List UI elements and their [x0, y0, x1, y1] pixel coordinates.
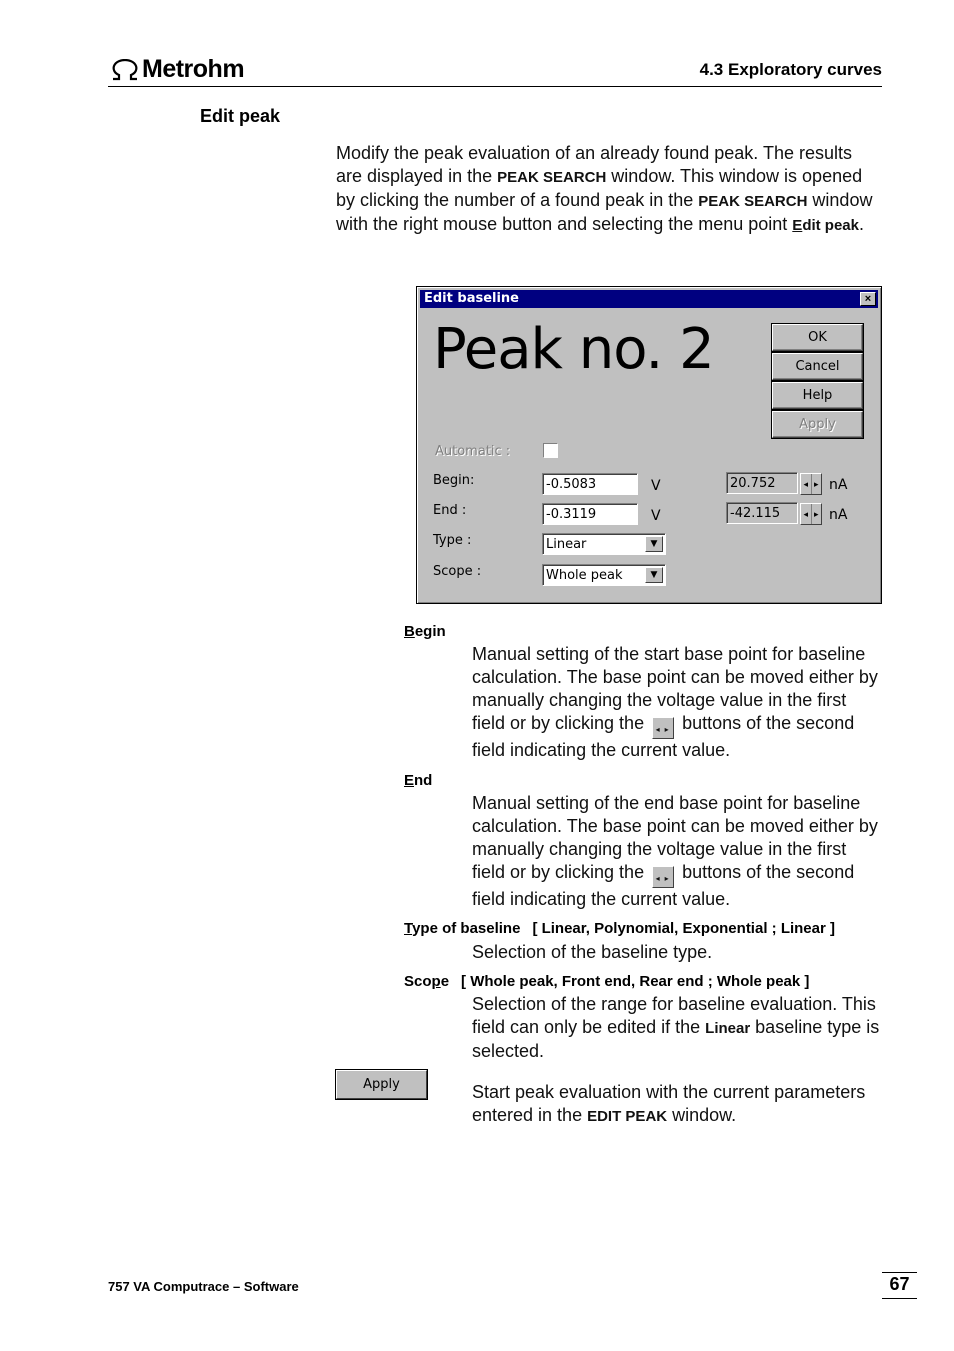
param-end-description: Manual setting of the end base point for baseline calculation. The base point can be moved either by manually changing the voltage value in the first field or by clicking the ◂ ▸ buttons of the second field indicating the current value.: [472, 793, 878, 909]
spin-buttons-icon: ◂ ▸: [652, 866, 674, 888]
scope-select[interactable]: [542, 564, 666, 586]
dialog-titlebar: [420, 290, 878, 308]
spin-left-icon[interactable]: ◂: [801, 504, 812, 524]
end-current-field: -42.115: [726, 502, 798, 524]
spin-right-icon[interactable]: ▸: [813, 509, 819, 519]
end-current-spinner[interactable]: [800, 503, 822, 525]
edit-baseline-dialog: [416, 286, 882, 604]
begin-current-spinner[interactable]: [800, 473, 822, 495]
begin-voltage-unit: V: [651, 478, 661, 494]
chevron-down-icon[interactable]: ▼: [645, 536, 663, 552]
scope-label: Scope :: [433, 564, 482, 579]
param-begin-title: Begin: [404, 623, 446, 640]
begin-current-unit: nA: [829, 477, 848, 493]
help-button[interactable]: Help: [772, 382, 863, 409]
omega-icon: [110, 59, 140, 81]
param-end-title: End: [404, 772, 433, 789]
param-type-description: Selection of the baseline type.: [472, 942, 713, 962]
header-divider: [108, 86, 882, 87]
footer-product: 757 VA Computrace – Software: [108, 1279, 299, 1294]
end-label: End :: [433, 503, 467, 518]
begin-label: Begin:: [433, 473, 475, 488]
ok-button[interactable]: OK: [772, 324, 863, 351]
apply-button-illustration: Apply: [336, 1070, 427, 1099]
page-number: 67: [882, 1272, 917, 1299]
section-heading: Edit peak: [200, 106, 281, 126]
type-select-value: Linear: [546, 537, 587, 552]
apply-button[interactable]: Apply: [772, 411, 863, 438]
dialog-title: Edit baseline: [424, 291, 519, 306]
end-voltage-input[interactable]: -0.3119: [542, 503, 638, 525]
begin-current-field: 20.752: [726, 472, 798, 494]
chevron-down-icon[interactable]: ▼: [645, 567, 663, 583]
param-scope-title: Scope [ Whole peak, Front end, Rear end ; Whole peak ]: [404, 973, 810, 990]
spin-left-icon[interactable]: ◂: [801, 474, 812, 494]
header-section-title: 4.3 Exploratory curves: [699, 60, 882, 79]
close-icon[interactable]: ×: [860, 292, 876, 306]
peak-number-title: Peak no. 2: [433, 317, 714, 382]
scope-select-value: Whole peak: [546, 568, 623, 583]
spin-right-icon[interactable]: ▸: [813, 479, 819, 489]
param-type-title: Type of baseline [ Linear, Polynomial, Exponential ; Linear ]: [404, 920, 835, 937]
intro-paragraph: Modify the peak evaluation of an already found peak. The results are displayed in the PEAK SEARCH window. This window is opened by clicking the number of a found peak in the PEAK SEARCH window with the right mouse button and selecting the menu point Edit peak.: [336, 143, 873, 234]
end-voltage-unit: V: [651, 508, 661, 524]
automatic-label: Automatic :: [435, 444, 511, 459]
automatic-checkbox[interactable]: [543, 443, 558, 458]
begin-voltage-input[interactable]: -0.5083: [542, 473, 638, 495]
metrohm-logo: [110, 55, 244, 84]
spin-buttons-icon: ◂ ▸: [652, 717, 674, 739]
param-begin-description: Manual setting of the start base point for baseline calculation. The base point can be moved either by manually changing the voltage value in the first field or by clicking the ◂ ▸ buttons of the second field indicating the current value.: [472, 644, 878, 760]
cancel-button[interactable]: Cancel: [772, 353, 863, 380]
param-apply-description: Start peak evaluation with the current parameters entered in the EDIT PEAK window.: [472, 1082, 866, 1125]
type-select[interactable]: [542, 533, 666, 555]
type-label: Type :: [433, 533, 472, 548]
param-scope-description: Selection of the range for baseline evaluation. This field can only be edited if the Linear baseline type is selected.: [472, 994, 880, 1061]
end-current-unit: nA: [829, 507, 848, 523]
logo-text: Metrohm: [142, 55, 245, 83]
